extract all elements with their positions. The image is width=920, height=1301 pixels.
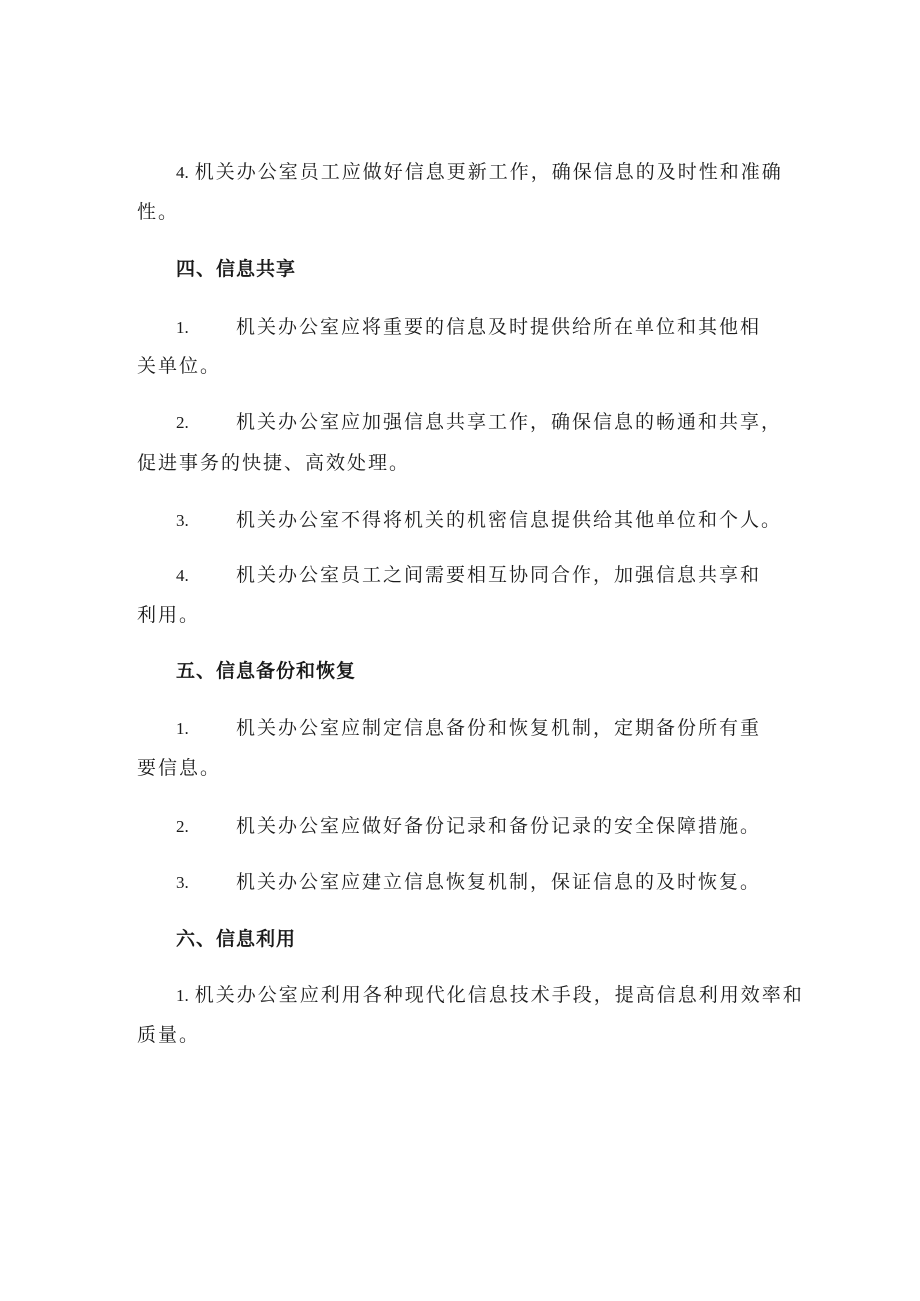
paragraph-line	[176, 814, 761, 839]
paragraph-text: 机关办公室应制定信息备份和恢复机制，定期备份所有重	[236, 717, 762, 739]
paragraph-line	[176, 870, 761, 895]
paragraph-line	[176, 410, 782, 435]
item-number: 1.	[176, 986, 189, 1005]
item-number: 2.	[176, 817, 189, 836]
paragraph-text: 机关办公室应做好备份记录和备份记录的安全保障措施。	[236, 815, 762, 837]
paragraph-text: 机关办公室应利用各种现代化信息技术手段，提高信息利用效率和	[194, 984, 804, 1006]
paragraph-line	[137, 756, 221, 780]
paragraph-text: 要信息。	[137, 757, 222, 779]
paragraph-text: 利用。	[137, 604, 201, 626]
paragraph-line	[176, 563, 761, 588]
paragraph-line	[137, 1023, 200, 1047]
item-number: 4.	[176, 163, 189, 182]
paragraph-text: 性。	[137, 201, 180, 223]
paragraph-text: 机关办公室应建立信息恢复机制，保证信息的及时恢复。	[236, 871, 762, 893]
paragraph-text: 质量。	[137, 1024, 201, 1046]
item-number: 2.	[176, 413, 189, 432]
paragraph-line	[176, 716, 761, 741]
section-heading: 四、信息共享	[176, 258, 297, 280]
section-heading: 六、信息利用	[176, 928, 297, 950]
paragraph-line	[176, 983, 804, 1008]
paragraph-line	[176, 508, 782, 533]
paragraph-line	[176, 315, 761, 340]
paragraph-text: 促进事务的快捷、高效处理。	[137, 452, 411, 474]
paragraph-line	[137, 354, 221, 378]
item-number: 1.	[176, 719, 189, 738]
item-number: 4.	[176, 566, 189, 585]
item-number: 1.	[176, 318, 189, 337]
paragraph-text: 机关办公室不得将机关的机密信息提供给其他单位和个人。	[236, 509, 783, 531]
paragraph-text: 机关办公室应加强信息共享工作，确保信息的畅通和共享，	[236, 411, 783, 433]
paragraph-line	[137, 451, 410, 475]
paragraph-text: 机关办公室员工应做好信息更新工作，确保信息的及时性和准确	[194, 161, 783, 183]
paragraph-line	[176, 160, 783, 185]
item-number: 3.	[176, 511, 189, 530]
paragraph-line	[137, 200, 179, 224]
paragraph-line	[137, 603, 200, 627]
paragraph-text: 机关办公室应将重要的信息及时提供给所在单位和其他相	[236, 316, 762, 338]
item-number: 3.	[176, 873, 189, 892]
paragraph-text: 关单位。	[137, 355, 222, 377]
section-heading: 五、信息备份和恢复	[176, 660, 357, 682]
paragraph-text: 机关办公室员工之间需要相互协同合作，加强信息共享和	[236, 564, 762, 586]
